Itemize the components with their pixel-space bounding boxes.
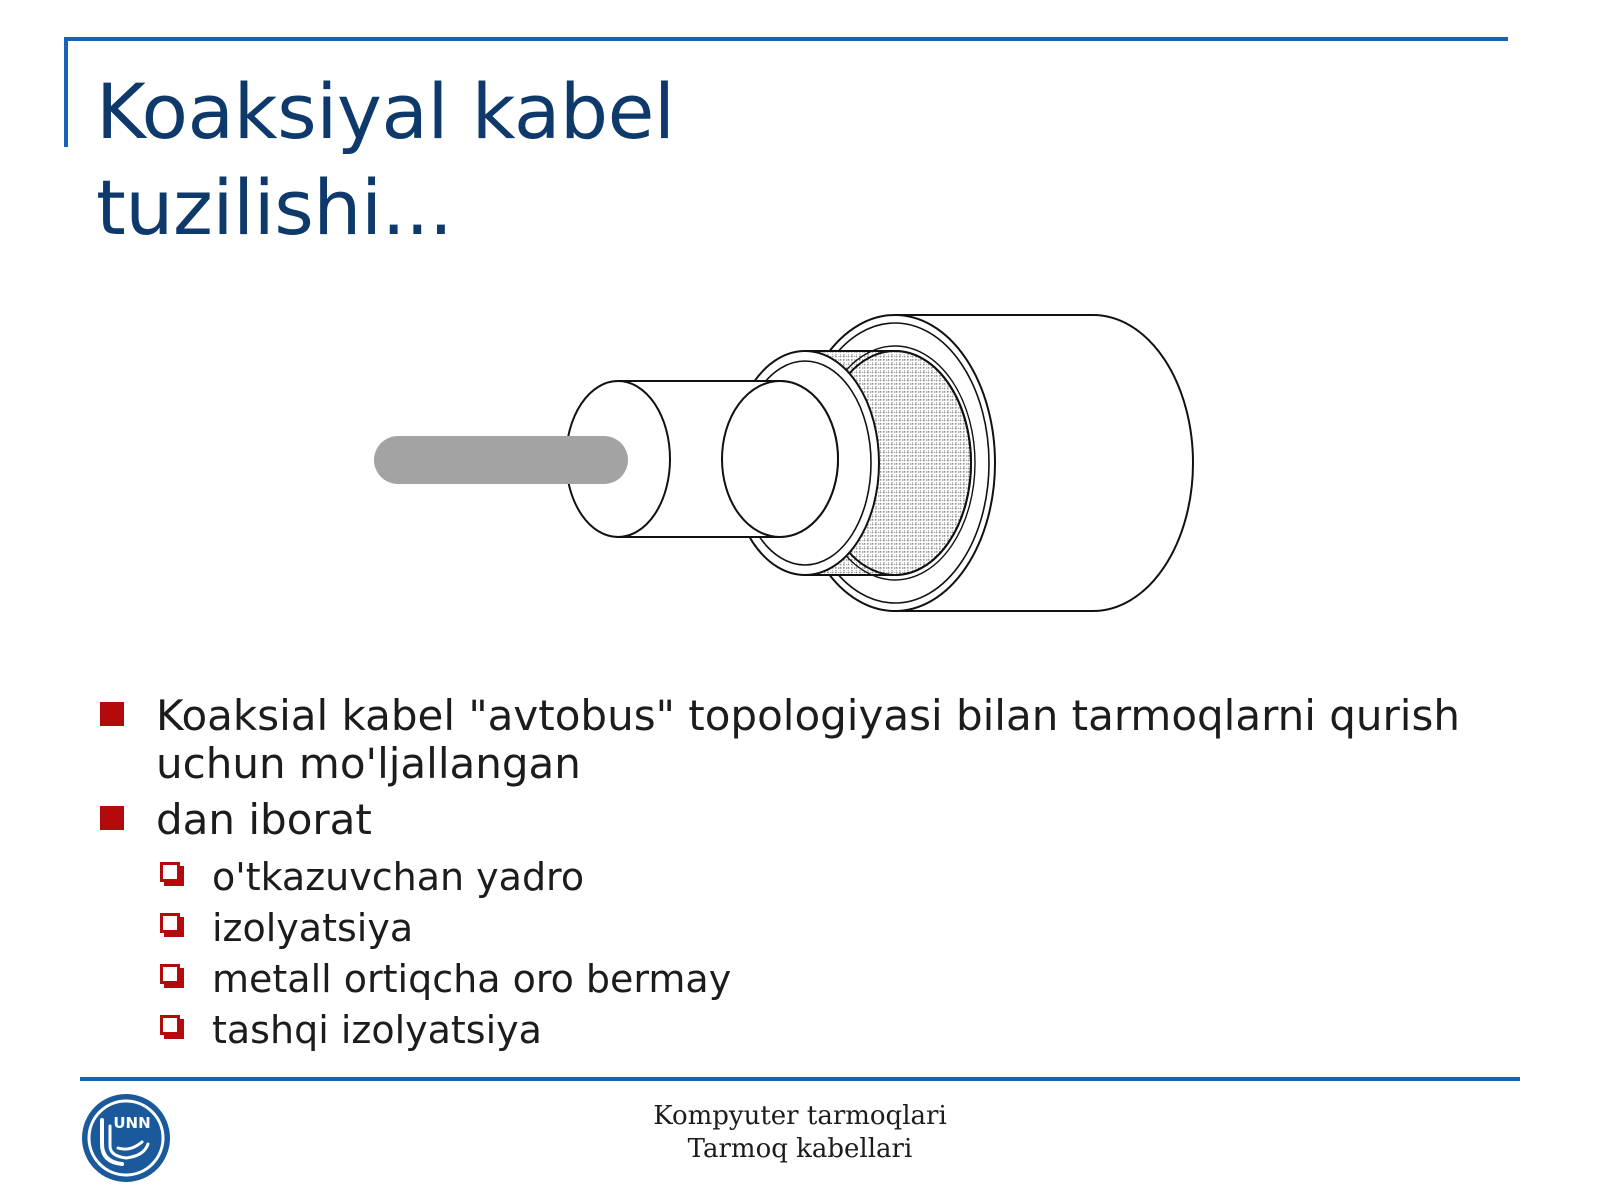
conductor-core	[374, 436, 628, 484]
bullet-item	[96, 692, 1516, 788]
sub-bullet-text: metall ortiqcha oro bermay	[212, 957, 732, 1001]
footer-course-title: Kompyuter tarmoqlari	[653, 1101, 947, 1131]
sub-bullet-item	[156, 954, 1516, 1005]
slide-title-line-2: tuzilishi...	[96, 163, 453, 252]
sub-bullet-list	[156, 852, 1516, 1056]
top-accent-rule	[64, 37, 1508, 41]
sub-bullet-text: izolyatsiya	[212, 906, 414, 950]
filled-square-icon	[100, 702, 124, 726]
sub-bullet-item	[156, 852, 1516, 903]
bullet-text: dan iborat	[156, 795, 372, 844]
slide-title	[96, 64, 675, 256]
hollow-square-icon	[160, 913, 180, 933]
sub-bullet-item	[156, 903, 1516, 954]
slide-title-line-1: Koaksiyal kabel	[96, 67, 675, 156]
sub-bullet-text: tashqi izolyatsiya	[212, 1008, 542, 1052]
bullet-text: Koaksial kabel "avtobus" topologiyasi bilan tarmoqlarni qurish uchun mo'ljallangan	[156, 691, 1460, 788]
logo-letters: UNN	[113, 1114, 151, 1132]
university-logo-icon	[80, 1092, 172, 1184]
bullet-list	[96, 692, 1516, 1056]
coaxial-cable-illustration	[360, 300, 1240, 640]
filled-square-icon	[100, 806, 124, 830]
hollow-square-icon	[160, 862, 180, 882]
sub-bullet-text: o'tkazuvchan yadro	[212, 855, 585, 899]
sub-bullet-item	[156, 1005, 1516, 1056]
bullet-item	[96, 796, 1516, 844]
hollow-square-icon	[160, 1015, 180, 1035]
hollow-square-icon	[160, 964, 180, 984]
footer-topic-title: Tarmoq kabellari	[687, 1134, 913, 1164]
left-accent-rule	[64, 37, 68, 147]
bottom-accent-rule	[80, 1077, 1520, 1081]
slide-footer	[560, 1100, 1040, 1166]
